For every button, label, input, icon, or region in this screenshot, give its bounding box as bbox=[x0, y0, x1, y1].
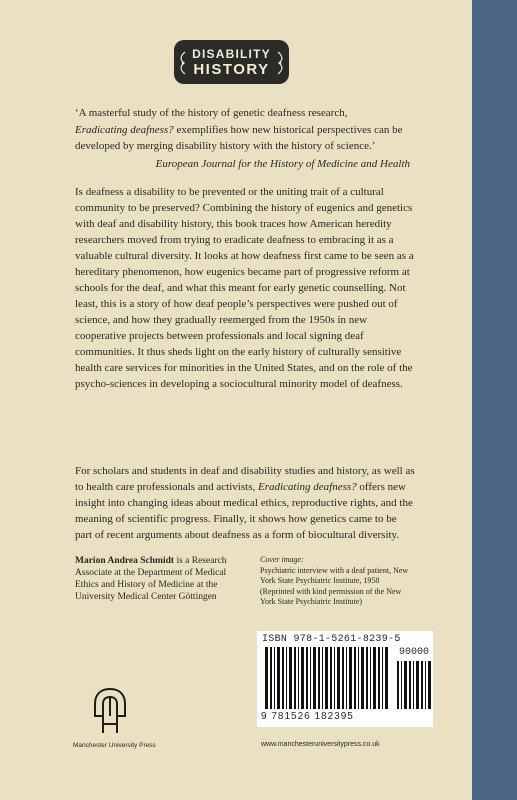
quote-text bbox=[75, 105, 410, 155]
series-line2: HISTORY bbox=[193, 60, 270, 78]
series-line1: DISABILITY bbox=[192, 46, 271, 61]
quote-source: European Journal for the History of Medicine and Health bbox=[155, 157, 410, 170]
caption-label: Cover image: bbox=[260, 555, 304, 564]
price-code: 90000 bbox=[399, 647, 430, 658]
ornament-left-icon bbox=[178, 50, 188, 76]
cover-image-caption bbox=[260, 555, 410, 608]
publisher-website: www.manchesteruniversitypress.co.uk bbox=[261, 741, 380, 748]
isbn-barcode bbox=[257, 631, 433, 727]
paragraph2-book-title: Eradicating deafness? bbox=[257, 481, 357, 493]
publisher-logo-icon bbox=[90, 686, 130, 736]
review-quote bbox=[75, 105, 410, 172]
quote-lead: ‘A masterful study of the history of genetic deafness research, bbox=[75, 107, 348, 119]
spine-strip bbox=[472, 0, 517, 800]
quote-rest: exemplifies how new historical perspectives can be developed by merging disability history with the history of science.’ bbox=[75, 123, 403, 152]
quote-book-title: Eradicating deafness? bbox=[75, 123, 174, 136]
series-badge bbox=[174, 40, 289, 84]
description-paragraph-1: Is deafness a disability to be prevented or the uniting trait of a cultural community to be preserved? Combining the history of eugenics and genetics with deaf and disability history, this book traces how American heredity researchers moved from trying to eradicate deafness to embracing it as a valuable cultural diversity. It looks at how deafness first came to be seen as a hereditary phenomenon, how eugenics became part of progressive reform at schools for the deaf, and what this meant for early genetic counselling. Not least, this is a story of how deaf people’s perspectives were pushed out of science, and how they gradually reemerged from the 1950s in new cooperative projects between professionals and local signing deaf communities. It thus sheds light on the early history of culturally sensitive health care services for minorities in the United States, and on the role of the psycho-sciences in developing a sociocultural minority model of deafness. bbox=[75, 186, 414, 390]
author-bio bbox=[75, 555, 245, 603]
author-name: Marion Andrea Schmidt bbox=[75, 556, 175, 566]
ean-digits: 9 781526 182395 bbox=[261, 711, 354, 722]
author-bio-text: is a Research Associate at the Department of Medical Ethics and History of Medicine at the University Medical Center Göttingen bbox=[75, 556, 227, 602]
caption-text: Psychiatric interview with a deaf patient, New York State Psychiatric Institute, 1958 (Reprinted with kind permission of the New York State Psychiatric Institute) bbox=[260, 565, 409, 606]
isbn-text: ISBN 978-1-5261-8239-5 bbox=[262, 634, 401, 645]
paragraph2-rest: offers new insight into changing ideas about medical ethics, reproductive rights, and the meaning of scientific progress. Finally, it shows how genetics came to be part of recent arguments about deafness as a form of biocultural diversity. bbox=[75, 481, 413, 541]
publisher-name: Manchester University Press bbox=[73, 742, 156, 749]
paragraph2-lead: For scholars and students in deaf and disability studies and history, as well as to health care professionals and activists, bbox=[75, 465, 415, 493]
description-paragraph-2 bbox=[75, 463, 415, 543]
ornament-right-icon bbox=[275, 50, 285, 76]
